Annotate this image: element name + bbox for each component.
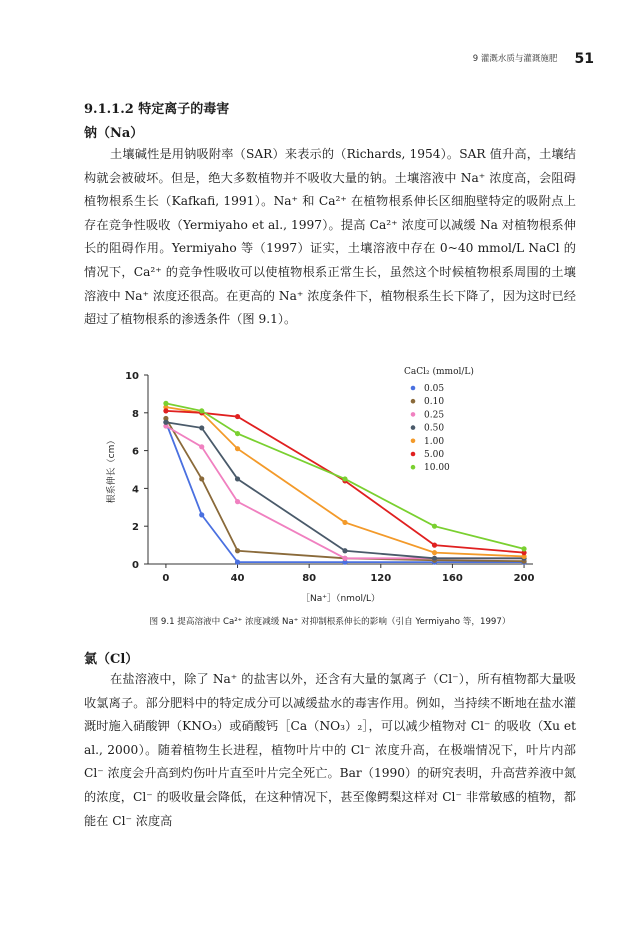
sodium-paragraph: 土壤碱性是用钠吸附率（SAR）来表示的（Richards, 1954）。SAR 值升高，土壤结构就会被破坏。但是，绝大多数植物并不吸收大量的钠。土壤溶液中 Na⁺ 浓度高，会阻碍植物根系生长（Kafkafi, 1991）。Na⁺ 和 Ca²⁺ 在植物根系伸长区细胞壁特定的吸附点上存在竞争性吸收（Yermiyaho et al., 1997）。提高 Ca²⁺ 浓度可以减缓 Na 对植物根系伸长的阻碍作用。Yermiyaho 等（1997）证实，土壤溶液中存在 0~40 mmol/L NaCl 的情况下，Ca²⁺ 的竞争性吸收可以使植物根系正常生长，虽然这个时候植物根系周围的土壤溶液中 Na⁺ 浓度还很高。在更高的 Na⁺ 浓度条件下，植物根系生长下降了，因为这时已经超过了植物根系的渗透条件（图 9.1）。 — [84, 147, 576, 327]
data-point-0.50 — [163, 420, 168, 425]
data-point-0.25 — [342, 556, 347, 561]
data-point-1.00 — [432, 550, 437, 555]
x-tick-label: 80 — [302, 573, 317, 584]
data-point-0.25 — [235, 499, 240, 504]
x-axis-label: ［Na⁺］（nmol/L） — [300, 594, 381, 604]
data-point-0.50 — [199, 425, 204, 430]
data-point-10.00 — [199, 408, 204, 413]
x-tick-label: 40 — [230, 573, 245, 584]
x-tick-label: 160 — [441, 573, 463, 584]
y-tick-label: 4 — [132, 484, 139, 496]
x-tick-label: 120 — [370, 573, 392, 584]
legend-label-1.00: 1.00 — [424, 436, 445, 447]
legend-label-0.05: 0.05 — [424, 384, 445, 394]
legend-label-0.25: 0.25 — [424, 410, 445, 421]
y-tick-label: 10 — [125, 371, 139, 382]
chloride-heading: 氯（Cl） — [84, 652, 139, 667]
y-tick-label: 8 — [132, 408, 139, 420]
data-point-0.05 — [199, 512, 204, 517]
section-title: 9.1.1.2 特定离子的毒害 — [84, 102, 230, 117]
y-tick-label: 0 — [132, 560, 139, 571]
data-point-5.00 — [235, 414, 240, 419]
data-point-0.25 — [199, 444, 204, 449]
data-point-0.10 — [235, 548, 240, 553]
chloride-paragraph: 在盐溶液中，除了 Na⁺ 的盐害以外，还含有大量的氯离子（Cl⁻），所有植物都大量吸收氯离子。部分肥料中的特定成分可以减缓盐水的毒害作用。例如，当持续不断地在盐水灌溉时施入硝酸钾（KNO₃）或硝酸钙［Ca（NO₃）₂］，可以减少植物对 Cl⁻ 的吸收（Xu et al., 2000）。随着植物生长进程，植物叶片中的 Cl⁻ 浓度升高，在极端情况下，叶片内部 Cl⁻ 浓度会升高到灼伤叶片直至叶片完全死亡。Bar（1990）的研究表明，升高营养液中氮的浓度，Cl⁻ 的吸收量会降低，在这种情况下，甚至像鳄梨这样对 Cl⁻ 非常敏感的植物，都能在 Cl⁻ 浓度高 — [84, 672, 576, 828]
chart-svg — [100, 360, 560, 610]
page-number: 51 — [574, 51, 594, 67]
x-tick-label: 0 — [162, 573, 170, 584]
data-point-0.50 — [342, 548, 347, 553]
legend-title: CaCl₂ (mmol/L) — [404, 367, 474, 377]
data-point-5.00 — [432, 543, 437, 548]
legend-marker-0.10 — [411, 399, 416, 404]
legend-marker-10.00 — [411, 465, 416, 470]
x-tick-label: 200 — [513, 573, 535, 584]
legend-marker-0.25 — [411, 412, 416, 417]
legend-marker-5.00 — [411, 452, 416, 457]
legend-label-10.00: 10.00 — [424, 463, 450, 474]
legend-marker-0.50 — [411, 425, 416, 430]
data-point-5.00 — [163, 408, 168, 413]
y-axis-label: 根系伸长（cm） — [107, 435, 117, 504]
series-line-10.00 — [166, 403, 524, 549]
figure-caption: 图 9.1 提高溶液中 Ca²⁺ 浓度减缓 Na⁺ 对抑制根系伸长的影响（引自 Yermiyaho 等，1997） — [149, 617, 511, 627]
data-point-10.00 — [432, 524, 437, 529]
root-elongation-chart — [100, 360, 560, 610]
legend-label-0.50: 0.50 — [424, 423, 445, 434]
data-point-0.50 — [235, 476, 240, 481]
y-tick-label: 6 — [132, 446, 139, 458]
data-point-1.00 — [235, 446, 240, 451]
data-point-1.00 — [342, 520, 347, 525]
data-point-0.10 — [199, 476, 204, 481]
legend-label-5.00: 5.00 — [424, 450, 445, 460]
data-point-10.00 — [521, 546, 526, 551]
data-point-10.00 — [342, 476, 347, 481]
data-point-0.05 — [235, 560, 240, 565]
running-title: 9 灌溉水质与灌溉施肥 — [472, 54, 558, 64]
sodium-heading: 钠（Na） — [84, 126, 144, 141]
page-header — [473, 48, 594, 67]
data-point-10.00 — [163, 401, 168, 406]
legend-label-0.10: 0.10 — [424, 397, 445, 408]
series-line-0.05 — [166, 422, 524, 562]
data-point-10.00 — [235, 431, 240, 436]
y-tick-label: 2 — [132, 522, 139, 534]
legend-marker-1.00 — [411, 439, 416, 444]
data-point-0.50 — [432, 556, 437, 561]
legend-marker-0.05 — [411, 386, 416, 391]
